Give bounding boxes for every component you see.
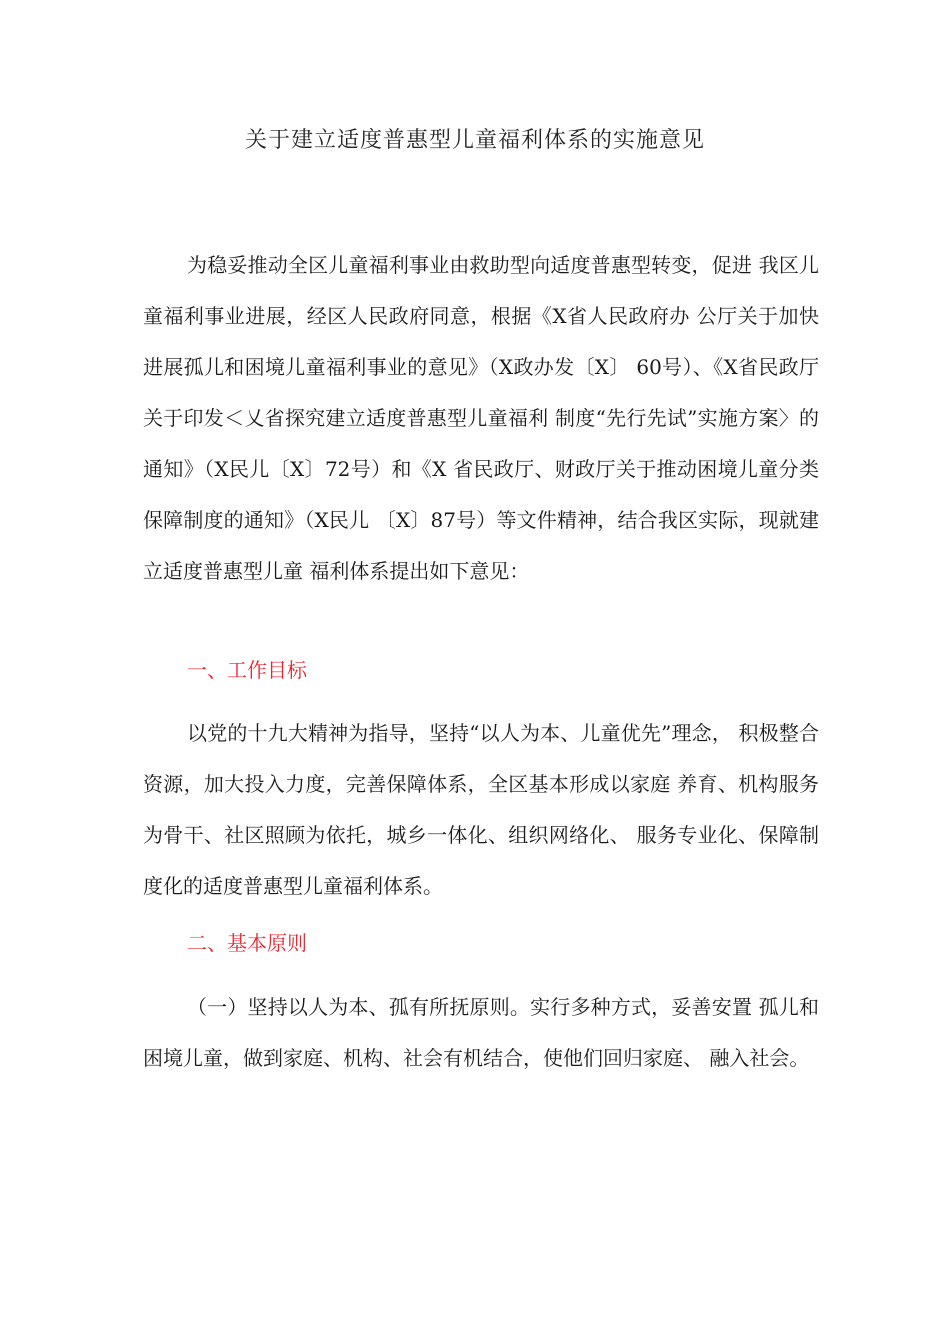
section-heading-basic-principles: 二、基本原则 — [187, 931, 307, 955]
intro-paragraph: 为稳妥推动全区儿童福利事业由救助型向适度普惠型转变，促进 我区儿童福利事业进展，经区人民政府同意，根据《X省人民政府办 公厅关于加快进展孤儿和困境儿童福利事业的意见》（X政办发〔X〕 60号）、《X省民政厅关于印发＜乂省探究建立适度普惠型儿童福利 制度“先行先试”实施方案〉的通知》（X民儿〔X〕72号）和《X 省民政厅、财政厅关于推动困境儿童分类保障制度的通知》（X民儿 〔X〕87号）等文件精神，结合我区实际，现就建立适度普惠型儿童 福利体系提出如下意见： — [143, 253, 819, 583]
principle-paragraph-1: （一）坚持以人为本、孤有所抚原则。实行多种方式，妥善安置 孤儿和困境儿童，做到家庭、机构、社会有机结合，使他们回归家庭、 融入社会。 — [143, 995, 819, 1070]
document-title: 关于建立适度普惠型儿童福利体系的实施意见 — [244, 128, 705, 153]
work-goal-paragraph: 以党的十九大精神为指导，坚持“以人为本、儿童优先”理念， 积极整合资源，加大投入力度，完善保障体系，全区基本形成以家庭 养育、机构服务为骨干、社区照顾为依托，城乡一体化、组织网络化、 服务专业化、保障制度化的适度普惠型儿童福利体系。 — [143, 721, 819, 898]
section-heading-work-goal: 一、工作目标 — [187, 658, 307, 682]
